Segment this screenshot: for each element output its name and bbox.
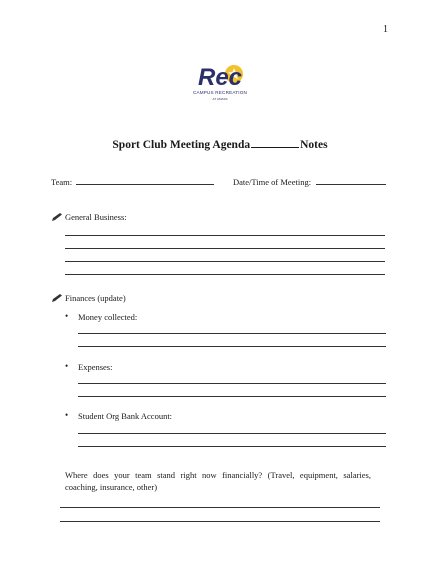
bullet-expenses: • <box>65 361 69 371</box>
logo-mark: Rec <box>198 64 243 91</box>
bank-account-label: Student Org Bank Account: <box>78 411 173 421</box>
logo-subcaption: AT UMASS <box>212 97 228 101</box>
finances-label: Finances (update) <box>65 293 126 303</box>
answer-line-2 <box>60 521 380 522</box>
money-line-1 <box>78 333 386 334</box>
expenses-line-2 <box>78 396 386 397</box>
money-collected-label: Money collected: <box>78 312 138 322</box>
general-business-line-4 <box>65 274 385 275</box>
expenses-label: Expenses: <box>78 362 113 372</box>
bank-line-1 <box>78 433 386 434</box>
page-title <box>0 139 440 151</box>
title-notes: Notes <box>300 139 328 151</box>
answer-line-1 <box>60 507 380 508</box>
page-number: 1 <box>383 24 388 35</box>
title-blank-line <box>251 139 299 148</box>
pencil-icon <box>51 212 63 222</box>
general-business-label: General Business: <box>65 212 127 222</box>
general-business-line-1 <box>65 235 385 236</box>
general-business-line-2 <box>65 248 385 249</box>
logo-caption: CAMPUS RECREATION <box>192 90 248 95</box>
date-fill-line <box>316 184 386 185</box>
date-label: Date/Time of Meeting: <box>233 177 312 187</box>
team-fill-line <box>76 184 214 185</box>
money-line-2 <box>78 346 386 347</box>
closing-question: Where does your team stand right now financially? (Travel, equipment, salaries, coaching, insurance, other) <box>65 470 371 492</box>
bullet-money: • <box>65 311 69 321</box>
bank-line-2 <box>78 446 386 447</box>
expenses-line-1 <box>78 383 386 384</box>
general-business-line-3 <box>65 261 385 262</box>
team-label: Team: <box>51 177 73 187</box>
pencil-icon <box>51 293 63 303</box>
bullet-bank: • <box>65 410 69 420</box>
title-main: Sport Club Meeting Agenda <box>112 139 251 151</box>
